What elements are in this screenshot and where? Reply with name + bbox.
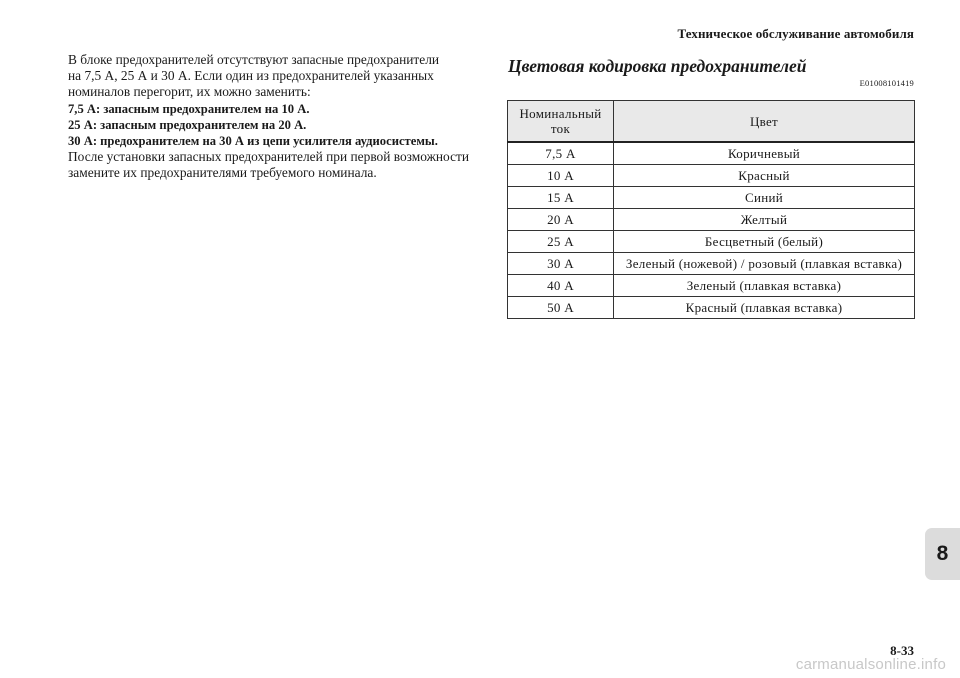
text-line: После установки запасных предохранителей при первой возможности	[68, 149, 470, 165]
bold-text-line: 30 А: предохранителем на 30 А из цепи усилителя аудиосистемы.	[68, 134, 438, 149]
chapter-tab: 8	[925, 528, 960, 580]
cell-color: Коричневый	[614, 142, 915, 165]
header-current	[508, 101, 614, 143]
text-line: замените их предохранителями требуемого номинала.	[68, 165, 377, 181]
fuse-color-table	[507, 100, 915, 319]
header-current-line2: ток	[550, 121, 571, 136]
bold-text-line: 7,5 А: запасным предохранителем на 10 А.	[68, 101, 310, 116]
table-row	[508, 187, 915, 209]
section-title: Цветовая кодировка предохранителей	[508, 56, 807, 76]
page-number: 8-33	[890, 643, 914, 658]
cell-current: 10 А	[508, 165, 614, 187]
table-row	[508, 231, 915, 253]
section-code: E01008101419	[859, 78, 914, 88]
cell-color: Красный (плавкая вставка)	[614, 297, 915, 319]
cell-current: 40 А	[508, 275, 614, 297]
cell-current: 15 А	[508, 187, 614, 209]
text-line: В блоке предохранителей отсутствуют запасные предохранители	[68, 52, 440, 67]
table-row	[508, 209, 915, 231]
table-row	[508, 165, 915, 187]
body-text	[68, 52, 488, 182]
cell-color: Бесцветный (белый)	[614, 231, 915, 253]
cell-current: 7,5 А	[508, 142, 614, 165]
header-current-line1: Номинальный	[519, 106, 602, 121]
cell-color: Красный	[614, 165, 915, 187]
text-line: на 7,5 А, 25 А и 30 А. Если один из предохранителей указанных	[68, 68, 434, 84]
running-title: Техническое обслуживание автомобиля	[677, 26, 914, 41]
watermark: carmanualsonline.info	[795, 656, 946, 673]
cell-current: 50 А	[508, 297, 614, 319]
cell-current: 30 А	[508, 253, 614, 275]
table-header-row	[508, 101, 915, 143]
text-line: номиналов перегорит, их можно заменить:	[68, 84, 311, 100]
cell-color: Желтый	[614, 209, 915, 231]
table-row	[508, 253, 915, 275]
table-row	[508, 275, 915, 297]
bold-text-line: 25 А: запасным предохранителем на 20 А.	[68, 117, 307, 132]
header-color: Цвет	[614, 101, 915, 143]
cell-color: Зеленый (плавкая вставка)	[614, 275, 915, 297]
cell-color: Синий	[614, 187, 915, 209]
cell-color: Зеленый (ножевой) / розовый (плавкая вставка)	[614, 253, 915, 275]
table-row	[508, 142, 915, 165]
cell-current: 25 А	[508, 231, 614, 253]
cell-current: 20 А	[508, 209, 614, 231]
table-row	[508, 297, 915, 319]
